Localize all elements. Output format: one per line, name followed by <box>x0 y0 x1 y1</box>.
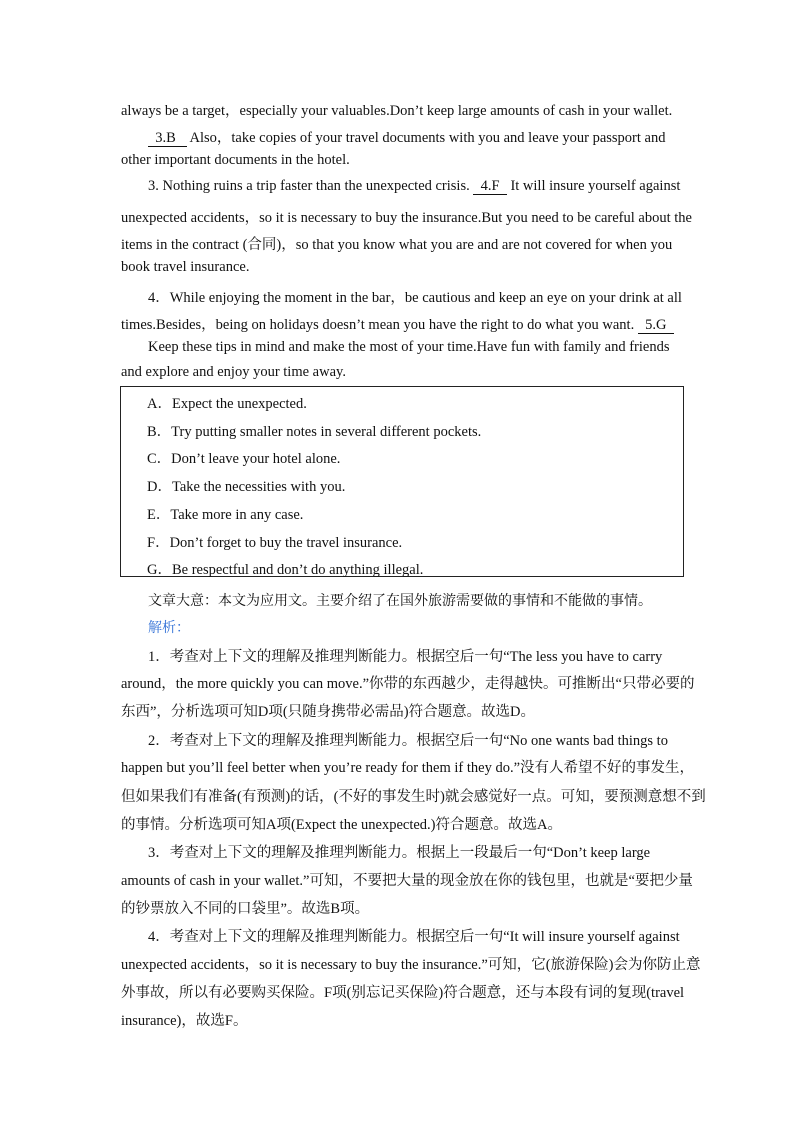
analysis-line: amounts of cash in your wallet.”可知，不要把大量的现金放在你的钱包里，也就是“要把少量 <box>121 873 693 889</box>
analysis-line: around，the more quickly you can move.”你带的东西越少，走得越快。可推断出“只带必要的 <box>121 676 695 692</box>
passage-line: and explore and enjoy your time away. <box>121 364 346 380</box>
passage-line: unexpected accidents，so it is necessary to buy the insurance.But you need to be careful about the <box>121 210 692 226</box>
option-g: G．Be respectful and don’t do anything illegal. <box>147 562 424 578</box>
passage-line: Keep these tips in mind and make the most of your time.Have fun with family and friends <box>148 339 670 355</box>
analysis-line: happen but you’ll feel better when you’re ready for them if they do.”没有人希望不好的事发生， <box>121 760 695 776</box>
analysis-line: 东西”，分析选项可知D项(只随身携带必需品)符合题意。故选D。 <box>121 704 536 720</box>
analysis-line: 4．考查对上下文的理解及推理判断能力。根据空后一句“It will insure yourself against <box>148 929 680 945</box>
passage-line: 3.B Also，take copies of your travel documents with you and leave your passport and <box>148 126 665 147</box>
analysis-line: 的事情。分析选项可知A项(Expect the unexpected.)符合题意。故选A。 <box>121 817 562 833</box>
passage-line: items in the contract (合同)，so that you know what you are and are not covered for when you <box>121 237 673 253</box>
answer-blank-3: 3.B <box>148 131 187 147</box>
summary: 文章大意：本文为应用文。主要介绍了在国外旅游需要做的事情和不能做的事情。 <box>148 593 652 609</box>
answer-blank-4: 4.F <box>473 179 506 195</box>
option-a: A．Expect the unexpected. <box>147 396 307 412</box>
analysis-line: 1．考查对上下文的理解及推理判断能力。根据空后一句“The less you have to carry <box>148 649 663 665</box>
analysis-line: unexpected accidents，so it is necessary to buy the insurance.”可知，它(旅游保险)会为你防止意 <box>121 957 701 973</box>
option-e: E．Take more in any case. <box>147 507 304 523</box>
passage-line: always be a target，especially your valuables.Don’t keep large amounts of cash in your wallet. <box>121 103 673 119</box>
passage-line: other important documents in the hotel. <box>121 152 350 168</box>
analysis-line: 外事故，所以有必要购买保险。F项(别忘记买保险)符合题意，还与本段有词的复现(travel <box>121 985 685 1001</box>
analysis-label: 解析： <box>148 620 190 636</box>
passage-line: times.Besides，being on holidays doesn’t mean you have the right to do what you want. 5.G <box>121 313 674 334</box>
option-d: D．Take the necessities with you. <box>147 479 346 495</box>
option-c: C．Don’t leave your hotel alone. <box>147 451 341 467</box>
option-f: F．Don’t forget to buy the travel insurance. <box>147 535 403 551</box>
passage-line: 3. Nothing ruins a trip faster than the unexpected crisis. 4.F It will insure yourself against <box>148 178 681 194</box>
passage-line: book travel insurance. <box>121 259 250 275</box>
analysis-line: 3．考查对上下文的理解及推理判断能力。根据上一段最后一句“Don’t keep large <box>148 845 651 861</box>
analysis-line: 但如果我们有准备(有预测)的话，(不好的事发生时)就会感觉好一点。可知，要预测意想不到 <box>121 789 706 805</box>
answer-blank-5: 5.G <box>638 318 674 334</box>
analysis-line: 的钞票放入不同的口袋里”。故选B项。 <box>121 901 370 917</box>
analysis-line: 2．考查对上下文的理解及推理判断能力。根据空后一句“No one wants bad things to <box>148 733 668 749</box>
passage-line: 4．While enjoying the moment in the bar，be cautious and keep an eye on your drink at all <box>148 290 682 306</box>
analysis-line: insurance)，故选F。 <box>121 1013 248 1029</box>
option-b: B．Try putting smaller notes in several different pockets. <box>147 424 482 440</box>
